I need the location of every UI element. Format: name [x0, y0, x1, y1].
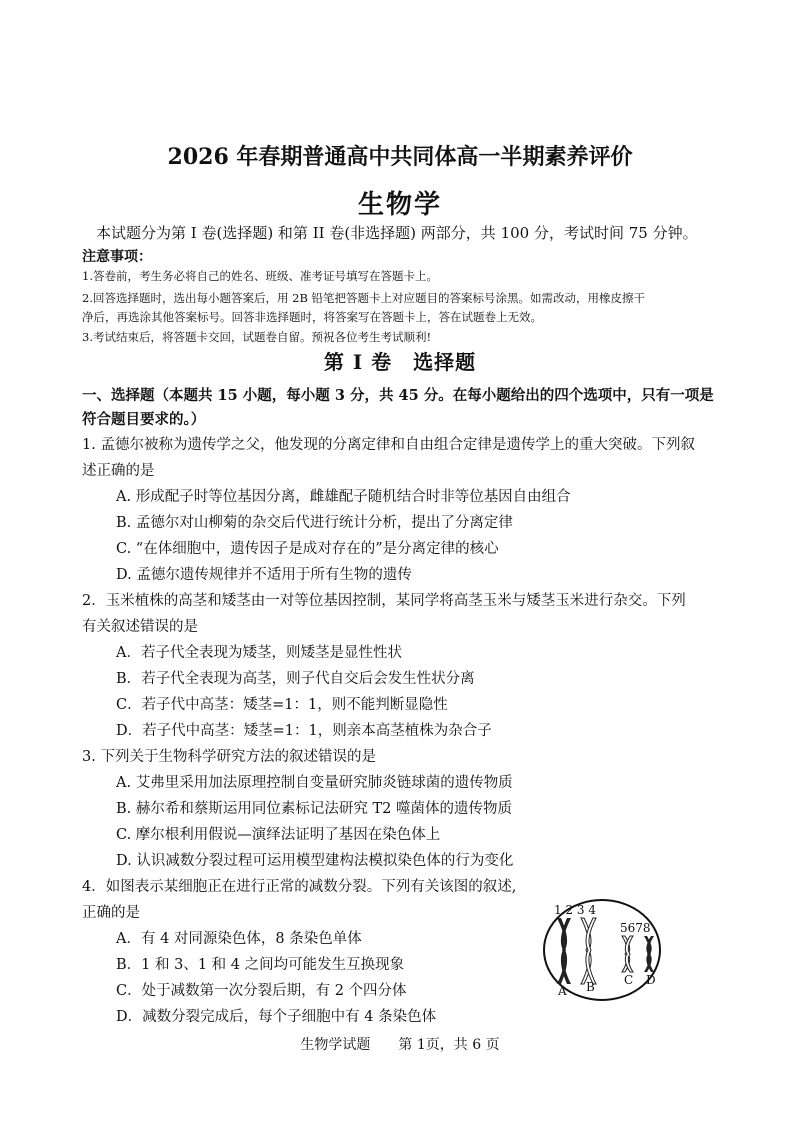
exam-intro: 本试题分为第 I 卷(选择题) 和第 II 卷(非选择题) 两部分，共 100 分，考试时间 75 分钟。 [96, 224, 698, 242]
question-4-option-d: D．减数分裂完成后，每个子细胞中有 4 条染色体 [116, 1009, 437, 1025]
question-4-stem: 4．如图表示某细胞正在进行正常的减数分裂。下列有关该图的叙述, [82, 879, 517, 895]
label-a: A [558, 984, 567, 998]
question-2-option-b: B．若子代全表现为高茎，则子代自交后会发生性状分离 [116, 671, 475, 687]
question-1-option-c: C. “在体细胞中，遗传因子是成对存在的”是分离定律的核心 [116, 541, 499, 557]
note-item: 2.回答选择题时，选出每小题答案后，用 2B 铅笔把答题卡上对应题目的答案标号涂黑。如需改动，用橡皮擦干 [82, 291, 646, 305]
question-3-option-a: A. 艾弗里采用加法原理控制自变量研究肺炎链球菌的遗传物质 [116, 775, 513, 791]
label-d: D [646, 973, 656, 987]
question-2-option-c: C．若子代中高茎：矮茎=1：1，则不能判断显隐性 [116, 697, 448, 713]
page-footer: 生物学试题 第 1页，共 6 页 [300, 1037, 500, 1053]
question-2-option-a: A．若子代全表现为矮茎，则矮茎是显性性状 [116, 645, 402, 661]
note-item: 净后，再选涂其他答案标号。回答非选择题时，将答案写在答题卡上，答在试题卷上无效。 [82, 310, 542, 324]
subject-title: 生物学 [357, 190, 442, 220]
question-4-option-b: B．1 和 3、1 和 4 之间均可能发生互换现象 [116, 957, 405, 973]
meiosis-cell-figure [540, 892, 670, 1002]
question-1-stem: 述正确的是 [82, 463, 155, 479]
note-item: 1.答卷前，考生务必将自己的姓名、班级、准考证号填写在答题卡上。 [82, 269, 438, 283]
note-item: 3.考试结束后，将答题卡交回，试题卷自留。预祝各位考生考试顺利! [82, 330, 432, 344]
section-instruction: 一、选择题（本题共 15 小题，每小题 3 分，共 45 分。在每小题给出的四个选项中，只有一项是 [82, 387, 714, 404]
chromosome-numbers-5-8: 5678 [620, 921, 651, 935]
chromosome-numbers-1-4: 1 2 3 4 [554, 903, 596, 917]
question-2-stem: 2．玉米植株的高茎和矮茎由一对等位基因控制，某同学将高茎玉米与矮茎玉米进行杂交。下列 [82, 593, 686, 609]
section-heading: 第 I 卷 选择题 [323, 350, 477, 374]
question-2-option-d: D．若子代中高茎：矮茎=1：1，则亲本高茎植株为杂合子 [116, 723, 492, 739]
question-1-option-d: D. 孟德尔遗传规律并不适用于所有生物的遗传 [116, 567, 412, 583]
question-1-option-b: B. 孟德尔对山柳菊的杂交后代进行统计分析，提出了分离定律 [116, 515, 513, 531]
question-1-stem: 1. 孟德尔被称为遗传学之父，他发现的分离定律和自由组合定律是遗传学上的重大突破。下列叙 [82, 437, 695, 453]
question-3-stem: 3. 下列关于生物科学研究方法的叙述错误的是 [82, 749, 376, 765]
label-c: C [624, 973, 634, 987]
question-3-option-b: B. 赫尔希和蔡斯运用同位素标记法研究 T2 噬菌体的遗传物质 [116, 801, 512, 817]
notes-heading: 注意事项： [82, 249, 152, 265]
question-4-option-a: A．有 4 对同源染色体，8 条染色单体 [116, 931, 362, 947]
question-3-option-d: D. 认识减数分裂过程可运用模型建构法模拟染色体的行为变化 [116, 853, 514, 869]
chromosome-pair-cd [622, 936, 654, 972]
question-4-option-c: C．处于减数第一次分裂后期，有 2 个四分体 [116, 983, 407, 999]
question-2-stem: 有关叙述错误的是 [82, 619, 198, 635]
question-1-option-a: A. 形成配子时等位基因分离，雌雄配子随机结合时非等位基因自由组合 [116, 489, 571, 505]
question-4-stem: 正确的是 [82, 905, 140, 921]
label-b: B [586, 980, 595, 994]
question-3-option-c: C. 摩尔根利用假说—演绎法证明了基因在染色体上 [116, 827, 441, 843]
exam-title: 2026 年春期普通高中共同体高一半期素养评价 [167, 144, 633, 170]
section-instruction: 符合题目要求的。） [82, 411, 206, 428]
chromosome-pair-ab [557, 918, 596, 984]
